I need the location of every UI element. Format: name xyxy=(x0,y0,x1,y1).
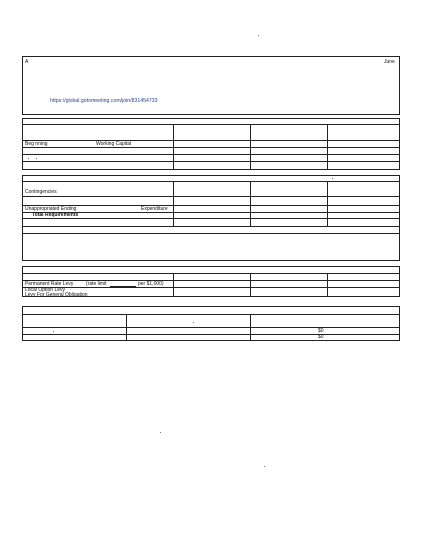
header-box xyxy=(22,56,400,115)
section2-rule xyxy=(22,226,400,227)
section1-rule xyxy=(22,124,400,125)
scan-mark xyxy=(160,432,161,433)
section3-rule xyxy=(22,280,400,281)
general-obligation-label: Levy For General Obligation xyxy=(25,292,88,298)
total-value-2: $0 xyxy=(318,334,324,340)
meeting-link[interactable]: https://global.gotomeeting.com/join/831454733 xyxy=(50,98,158,104)
section2-rule xyxy=(22,212,400,213)
section2-rule xyxy=(22,218,400,219)
contingencies-label: Contingencies xyxy=(25,189,57,195)
section4-col-divider xyxy=(126,314,127,341)
section3-col-divider xyxy=(327,273,328,297)
section4-rule xyxy=(22,334,400,335)
permanent-rate-label: Permanent Rate Levy xyxy=(25,281,74,287)
scan-mark xyxy=(193,322,194,323)
section2-rule xyxy=(22,205,400,206)
section3-col-divider xyxy=(173,273,174,297)
section4-rule xyxy=(22,327,400,328)
section1-col-divider xyxy=(173,124,174,170)
beginning-label: Beg nning xyxy=(25,141,48,147)
section2-rule xyxy=(22,181,400,182)
section3-col-divider xyxy=(250,273,251,297)
header-letter: A xyxy=(25,59,29,65)
total-requirements-label: Total Requirements xyxy=(32,212,79,218)
scan-mark xyxy=(332,178,333,179)
rate-limit-label: (rate limit xyxy=(86,281,107,287)
scan-mark xyxy=(28,158,29,159)
section2-col-divider xyxy=(250,181,251,226)
section2-col-divider xyxy=(173,181,174,226)
section4-table xyxy=(22,306,400,341)
section3-rule xyxy=(22,287,400,288)
section1-rule xyxy=(22,154,400,155)
scan-mark xyxy=(36,158,37,159)
section2-rule xyxy=(22,196,400,197)
header-month: June xyxy=(384,59,395,65)
section2-col-divider xyxy=(327,181,328,226)
total-value-1: $0 xyxy=(318,328,324,334)
scan-mark xyxy=(53,331,54,332)
per-amount-label: per $1,000) xyxy=(138,281,164,287)
section1-col-divider xyxy=(250,124,251,170)
scan-mark xyxy=(258,35,259,36)
local-option-label: Local Option Levy xyxy=(25,287,66,293)
section1-rule xyxy=(22,161,400,162)
scan-mark xyxy=(264,466,265,467)
rate-limit-blank xyxy=(110,286,136,287)
section1-rule xyxy=(22,147,400,148)
section4-rule xyxy=(22,314,400,315)
section3-rule xyxy=(22,273,400,274)
expenditure-label: Expenditure xyxy=(141,206,168,212)
section1-table xyxy=(22,118,400,170)
section2-rule xyxy=(22,233,400,234)
section1-rule xyxy=(22,140,400,141)
unappropriated-label: Unappropriated Ending xyxy=(25,206,77,212)
working-capital-label: Working Capital xyxy=(96,141,132,147)
section4-col-divider xyxy=(250,314,251,341)
section1-col-divider xyxy=(327,124,328,170)
